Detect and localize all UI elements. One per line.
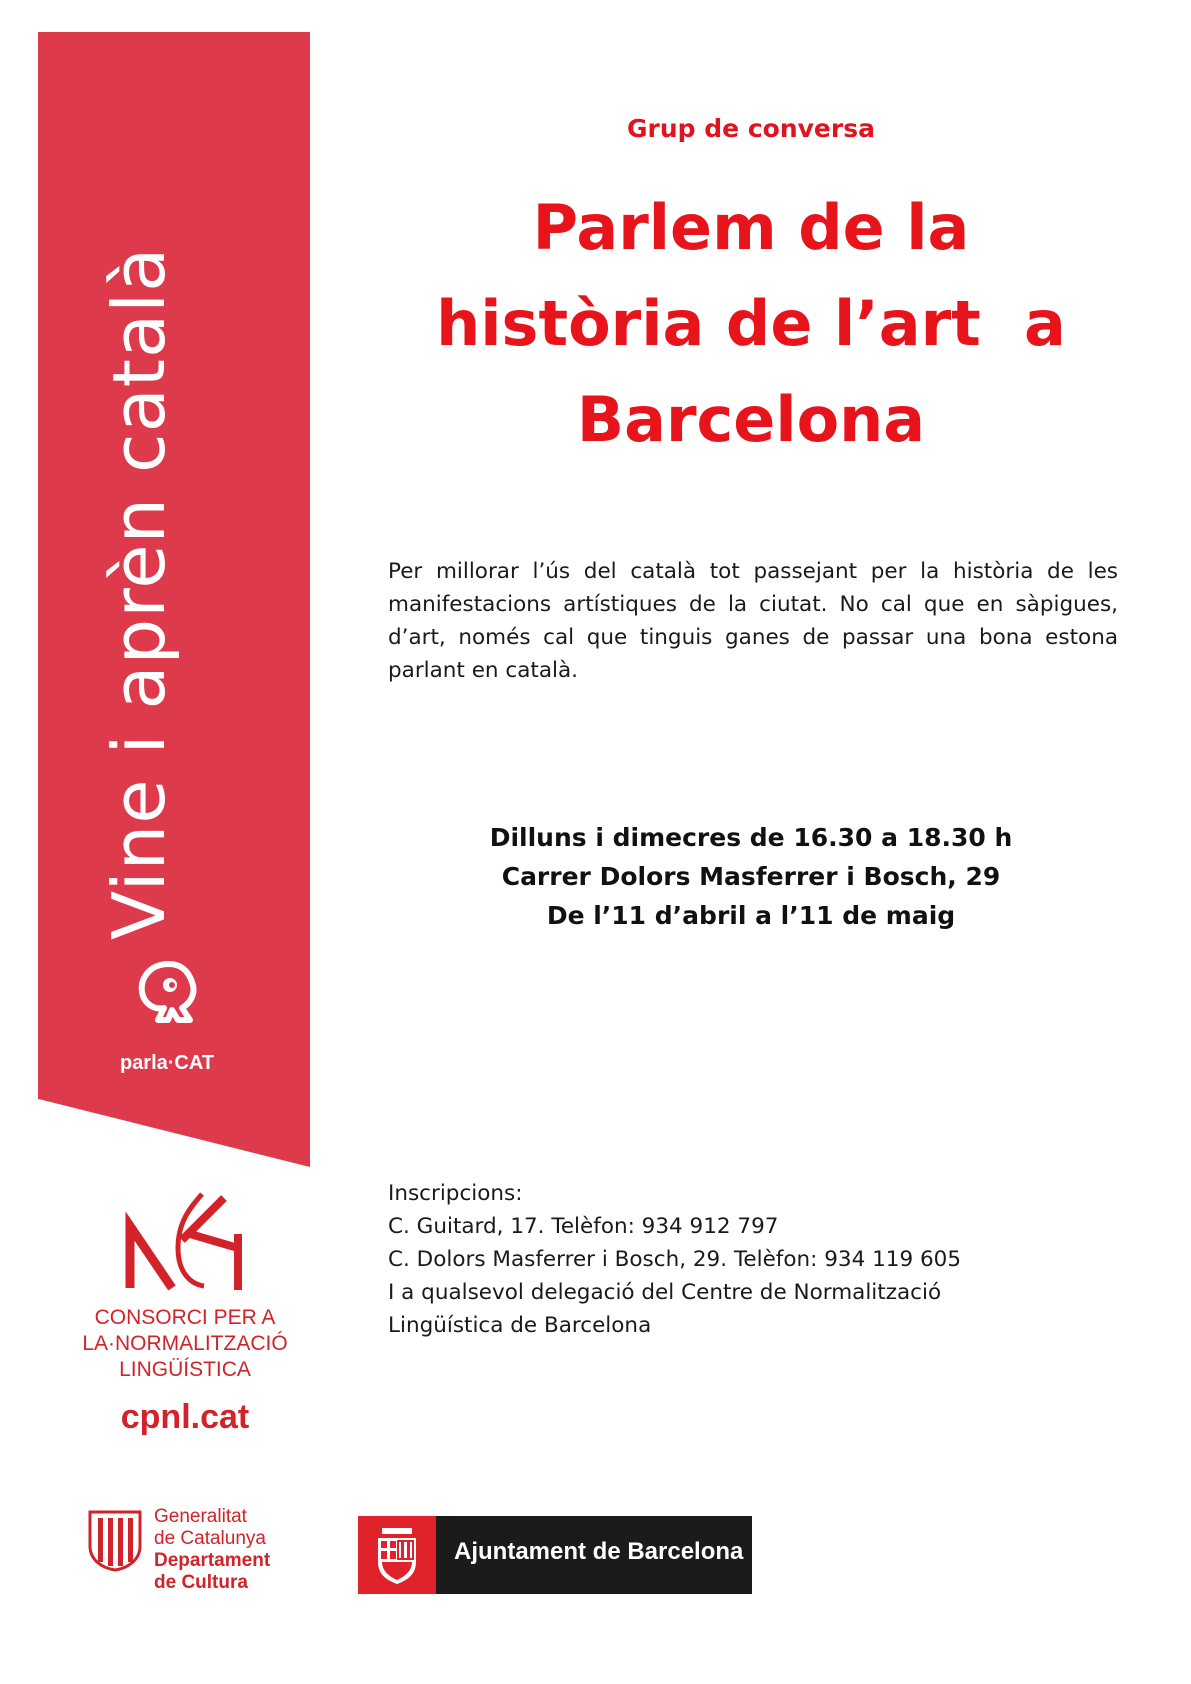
inscriptions-line: Inscripcions: — [388, 1181, 523, 1206]
title-line: història de l’art a — [436, 287, 1066, 360]
cpnl-name — [60, 1305, 310, 1383]
schedule-block — [376, 818, 1126, 935]
event-title — [376, 180, 1126, 468]
inscriptions-line: I a qualsevol delegació del Centre de Normalització — [388, 1280, 942, 1305]
schedule-line: Carrer Dolors Masferrer i Bosch, 29 — [501, 862, 1001, 891]
generalitat-line: de Cultura — [154, 1572, 248, 1593]
cpnl-monogram-icon — [120, 1188, 260, 1298]
cpnl-name-line: CONSORCI PER A — [94, 1306, 276, 1329]
title-line: Parlem de la — [532, 191, 970, 264]
generalitat-emblem-icon — [86, 1508, 144, 1572]
generalitat-line: Departament — [154, 1550, 271, 1571]
inscriptions-block — [388, 1177, 1148, 1342]
generalitat-line: Generalitat — [154, 1506, 247, 1527]
title-line: Barcelona — [576, 383, 926, 456]
generalitat-line: de Catalunya — [154, 1528, 266, 1549]
cpnl-name-line: LINGÜÍSTICA — [119, 1358, 251, 1381]
inscriptions-line: C. Guitard, 17. Telèfon: 934 912 797 — [388, 1214, 779, 1239]
parla-cat-character-icon — [134, 958, 204, 1028]
generalitat-text — [154, 1506, 270, 1594]
inscriptions-line: Lingüística de Barcelona — [388, 1313, 652, 1338]
cpnl-domain: cpnl.cat — [120, 1398, 250, 1436]
parla-cat-label: parla·CAT — [119, 1052, 215, 1074]
cpnl-name-line: LA·NORMALITZACIÓ — [82, 1332, 288, 1355]
schedule-line: De l’11 d’abril a l’11 de maig — [546, 901, 956, 930]
banner-slogan: Vine i aprèn català — [97, 246, 181, 940]
ajuntament-label: Ajuntament de Barcelona — [454, 1538, 744, 1565]
ajuntament-logo — [358, 1516, 752, 1594]
schedule-line: Dilluns i dimecres de 16.30 a 18.30 h — [489, 823, 1013, 852]
inscriptions-line: C. Dolors Masferrer i Bosch, 29. Telèfon: 934 119 605 — [388, 1247, 962, 1272]
intro-paragraph: Per millorar l’ús del català tot passejant per la història de les manifestacions artístiques de la ciutat. No cal que en sàpigues, d’art, només cal que tinguis ganes de passar una bona estona parlant en català. — [388, 559, 1118, 683]
barcelona-shield-icon — [372, 1524, 422, 1586]
event-type: Grup de conversa — [627, 114, 875, 143]
